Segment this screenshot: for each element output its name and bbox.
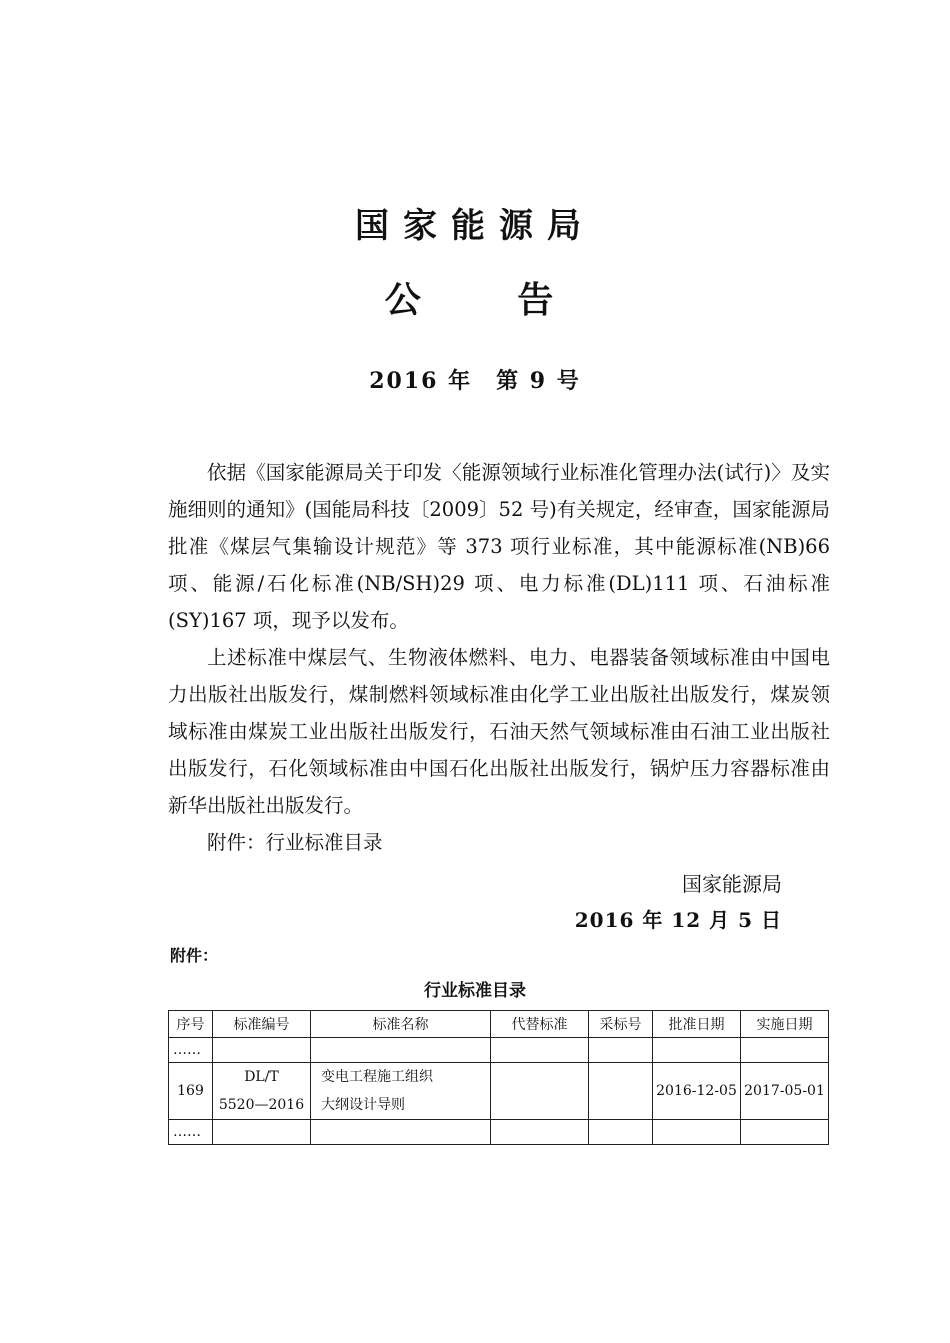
document-number: 2016 年 第 9 号 [369,368,581,394]
standard-name-line2: 大纲设计导则 [321,1097,405,1113]
table-row-ellipsis-top [169,1038,829,1063]
body-paragraph-1: 依据《国家能源局关于印发〈能源领域行业标准化管理办法(试行)〉及实施细则的通知》(国能局科技〔2009〕52 号)有关规定，经审查，国家能源局批准《煤层气集输设计规范》等 373 项行业标准，其中能源标准(NB)66 项、能源/石化标准(NB/SH)29 项、电力标准(DL)111 项、石油标准(SY)167 项，现予以发布。 [168,461,830,632]
column-header-effective: 实施日期 [741,1011,829,1038]
standard-code-line2: 5520—2016 [218,1097,305,1113]
standard-name [311,1063,491,1120]
row-number: 169 [169,1063,213,1120]
column-header-no: 序号 [169,1011,213,1038]
ellipsis-cell: …… [169,1038,213,1063]
announcement-body [168,454,830,861]
column-header-replaces: 代替标准 [491,1011,589,1038]
column-header-adopted: 采标号 [589,1011,653,1038]
effective-date: 2017-05-01 [741,1063,829,1120]
adopted-standard [589,1063,653,1120]
table-row [169,1063,829,1120]
issuer-title: 国家能源局 [355,206,595,246]
standard-code-line1: DL/T [244,1069,279,1085]
standard-code [213,1063,311,1120]
body-paragraph-3: 附件：行业标准目录 [207,831,383,854]
table-row-ellipsis-bottom [169,1120,829,1145]
column-header-approved: 批准日期 [653,1011,741,1038]
attachment-label: 附件： [170,946,219,965]
approval-date: 2016-12-05 [653,1063,741,1120]
standards-table [168,1010,829,1145]
replaces-standard [491,1063,589,1120]
column-header-name: 标准名称 [311,1011,491,1038]
standard-name-line1: 变电工程施工组织 [321,1069,433,1085]
table-header-row [169,1011,829,1038]
column-header-code: 标准编号 [213,1011,311,1038]
ellipsis-cell: …… [169,1120,213,1145]
attachment-title: 行业标准目录 [424,981,526,1001]
body-paragraph-2: 上述标准中煤层气、生物液体燃料、电力、电器装备领域标准由中国电力出版社出版发行，煤制燃料领域标准由化学工业出版社出版发行，煤炭领域标准由煤炭工业出版社出版发行，石油天然气领域标准由石油工业出版社出版发行，石化领域标准由中国石化出版社出版发行，锅炉压力容器标准由新华出版社出版发行。 [168,646,830,817]
signature-date: 2016 年 12 月 5 日 [574,908,782,932]
signature-organization: 国家能源局 [682,872,782,896]
document-type: 公 告 [384,280,596,321]
